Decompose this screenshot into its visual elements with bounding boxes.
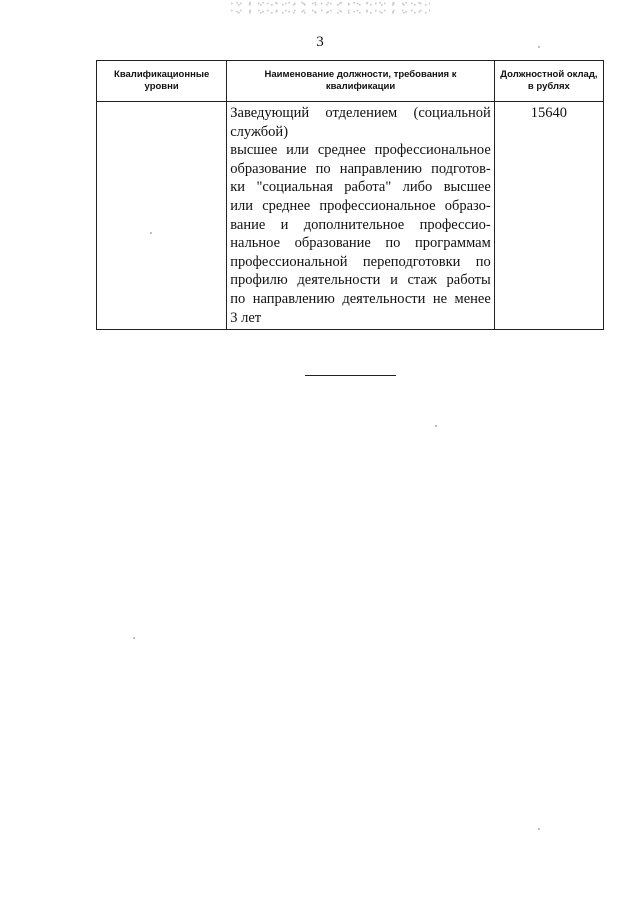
requirement-line: ки "социальная работа" либо высшее (230, 179, 491, 196)
requirement-line: вание и дополнительное профессио- (230, 216, 491, 233)
requirement-line: профессиональной переподготовки по (230, 253, 491, 270)
header-levels: Квалификационные уровни (97, 61, 227, 102)
end-of-document-rule (305, 375, 396, 376)
requirement-line: по направлению деятельности не менее (230, 290, 491, 307)
scan-speck (538, 46, 540, 48)
requirement-line: или среднее профессиональное образо- (230, 197, 491, 214)
qualification-table (96, 60, 604, 330)
scan-speck (435, 425, 437, 427)
scan-speck (150, 232, 152, 234)
requirement-line: Заведующий отделением (социальной (230, 105, 491, 121)
cell-salary: 15640 (494, 102, 603, 330)
cell-level (97, 102, 227, 330)
requirement-line: профилю деятельности и стаж работы (230, 272, 491, 289)
requirement-line: службой) (230, 123, 289, 140)
page-number: 3 (316, 34, 324, 50)
header-salary: Должностной оклад, в рублях (494, 61, 603, 102)
table-header-row (97, 61, 604, 102)
requirement-line: нальное образование по программам (230, 235, 491, 252)
table-row (97, 102, 604, 330)
header-position: Наименование должности, требования к квалификации (227, 61, 495, 102)
requirement-line: высшее или среднее профессиональное (230, 142, 491, 159)
cell-position-requirements (227, 102, 495, 330)
requirement-line: образование по направлению подготов- (230, 160, 491, 177)
requirement-line: 3 лет (230, 309, 262, 326)
scan-speck (133, 637, 135, 639)
scan-noise (230, 0, 430, 14)
scan-speck (538, 828, 540, 830)
